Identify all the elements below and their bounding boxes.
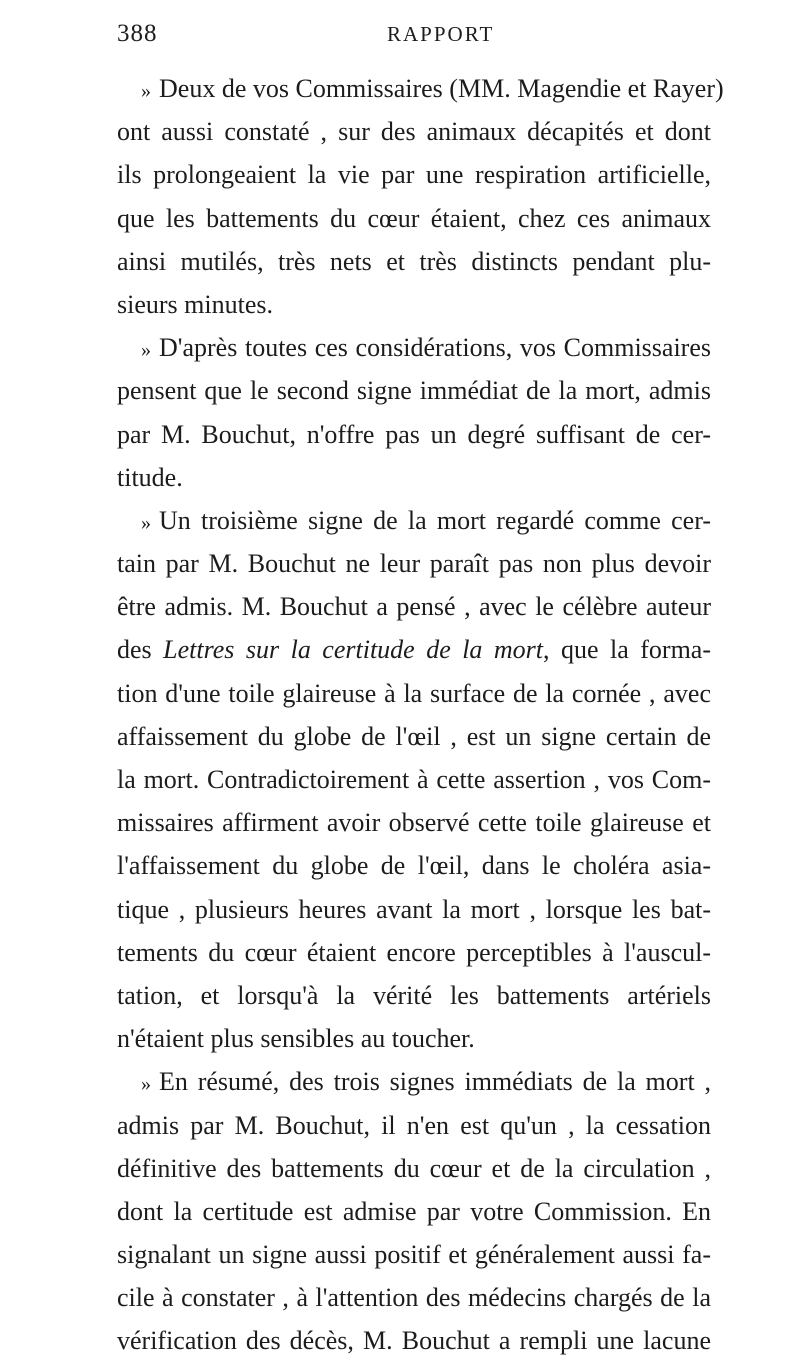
text-line: titude. — [117, 462, 183, 492]
line-text: Deux de vos Commissaires (MM. Magendie et Rayer) — [159, 74, 724, 103]
running-head — [117, 20, 711, 56]
text-body — [117, 67, 724, 1363]
quote-mark: » — [141, 1073, 151, 1096]
text-line: définitive des battements du cœur et de la circulation , — [117, 1153, 711, 1183]
running-title: RAPPORT — [387, 22, 495, 46]
text-line: dont la certitude est admise par votre Commission. En — [117, 1196, 711, 1226]
text-line: tain par M. Bouchut ne leur paraît pas non plus devoir — [117, 549, 711, 579]
line-text: En résumé, des trois signes immédiats de la mort , — [159, 1067, 711, 1097]
text-line — [117, 499, 711, 542]
text-line: l'affaissement du globe de l'œil, dans le choléra asia- — [117, 851, 711, 881]
text-line: la mort. Contradictoirement à cette assertion , vos Com- — [117, 765, 711, 794]
line-text: des — [117, 635, 152, 665]
text-line: missaires affirment avoir observé cette toile glaireuse et — [117, 808, 711, 838]
text-line: être admis. M. Bouchut a pensé , avec le célèbre auteur — [117, 592, 711, 622]
text-line: que les battements du cœur étaient, chez ces animaux — [117, 203, 711, 233]
text-line: ils prolongeaient la vie par une respiration artificielle, — [117, 160, 711, 190]
text-line: ainsi mutilés, très nets et très distincts pendant plu- — [117, 246, 711, 276]
text-line — [117, 326, 711, 369]
text-line: pensent que le second signe immédiat de la mort, admis — [117, 376, 711, 406]
text-line: admis par M. Bouchut, il n'en est qu'un , la cessation — [117, 1110, 711, 1140]
text-line: par M. Bouchut, n'offre pas un degré suffisant de cer- — [117, 419, 711, 449]
text-line: tique , plusieurs heures avant la mort , lorsque les bat- — [117, 894, 711, 924]
text-line — [117, 67, 724, 110]
book-title: Lettres sur la certitude de la mort — [163, 635, 544, 665]
line-text: , que la forma- — [543, 635, 712, 665]
text-line: cile à constater , à l'attention des médecins chargés de la — [117, 1283, 711, 1313]
text-line: tion d'une toile glaireuse à la surface de la cornée , avec — [117, 678, 711, 708]
page-number: 388 — [117, 20, 158, 47]
quote-mark: » — [141, 80, 151, 102]
text-line: affaissement du globe de l'œil , est un signe certain de — [117, 721, 711, 751]
quote-mark: » — [141, 339, 151, 362]
text-line: tation, et lorsqu'à la vérité les battements artériels — [117, 980, 711, 1010]
text-line: vérification des décès, M. Bouchut a rempli une lacune — [117, 1326, 711, 1356]
text-line: ont aussi constaté , sur des animaux décapités et dont — [117, 117, 711, 147]
quote-mark: » — [141, 511, 151, 534]
text-line — [117, 628, 711, 671]
text-line: tements du cœur étaient encore perceptibles à l'auscul- — [117, 937, 711, 967]
text-line: signalant un signe aussi positif et généralement aussi fa- — [117, 1240, 711, 1270]
line-text: D'après toutes ces considérations, vos Commissaires — [159, 333, 711, 363]
text-line — [117, 1060, 711, 1103]
text-line: sieurs minutes. — [117, 289, 273, 319]
text-line: n'étaient plus sensibles au toucher. — [117, 1024, 475, 1054]
line-text: Un troisième signe de la mort regardé comme cer- — [159, 505, 711, 535]
